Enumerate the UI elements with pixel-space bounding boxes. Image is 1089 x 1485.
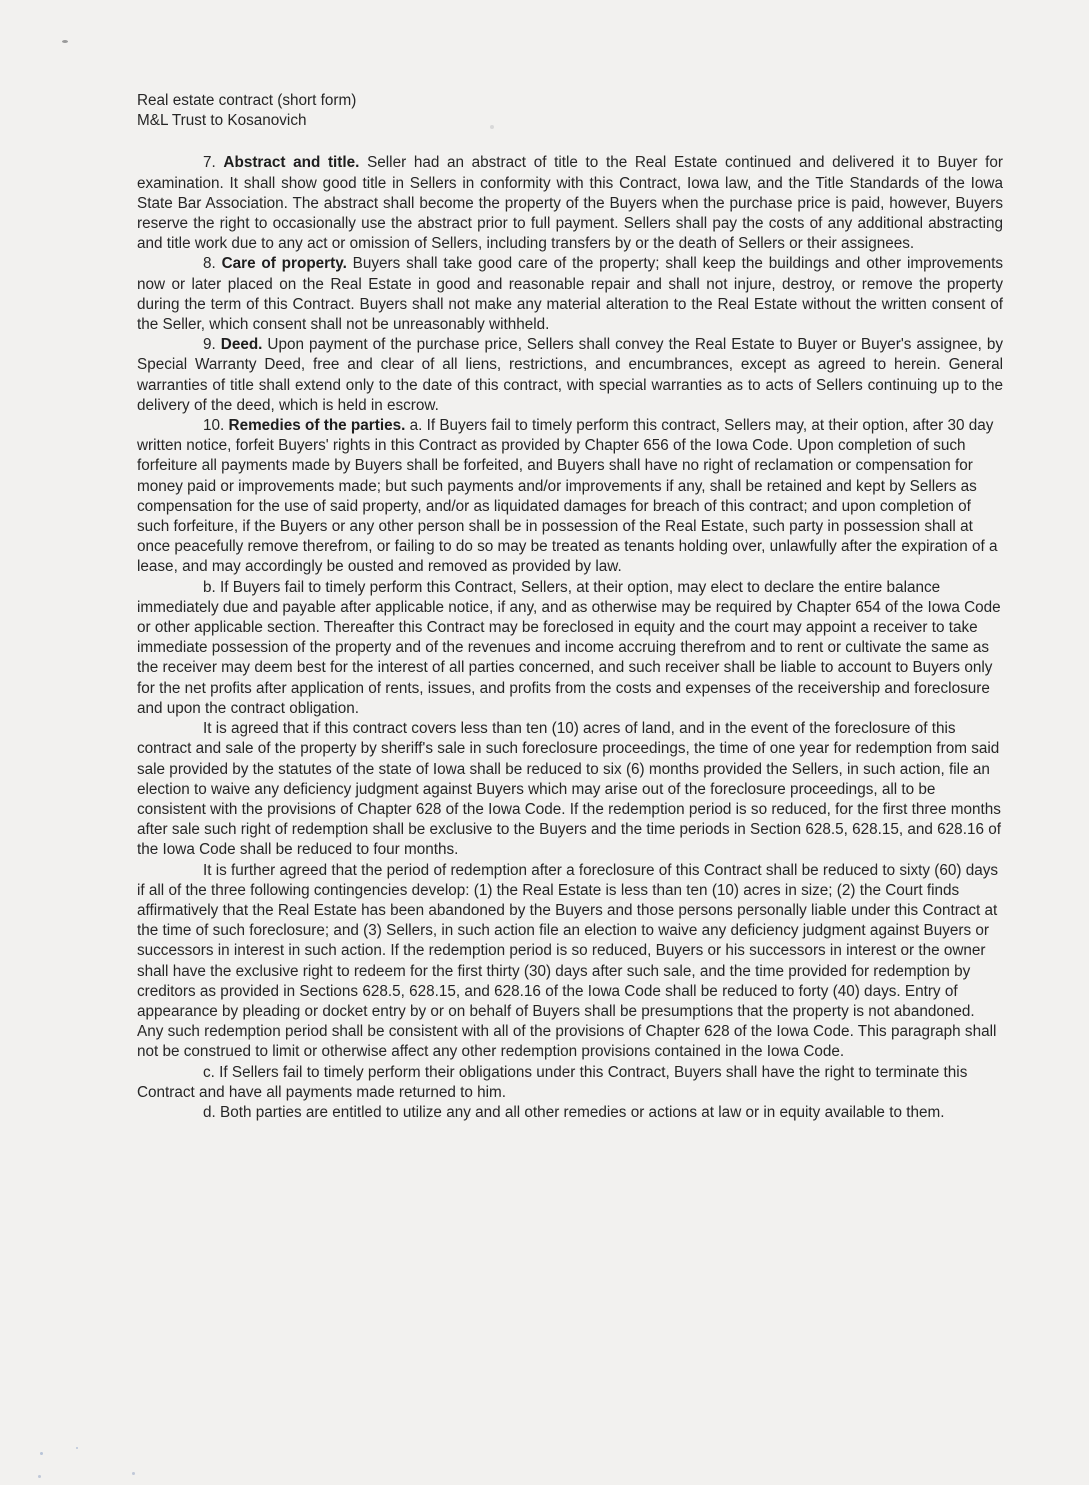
section-number: 8. [203,255,216,273]
section-9-deed [137,335,1003,416]
section-number: 7. [203,154,216,172]
scan-speck [62,40,68,43]
section-body: a. If Buyers fail to timely perform this contract, Sellers may, at their option, after 30 day written notice, forfeit Buyers' rights in this Contract as provided by Chapter 656 of the Iowa Code. Upon completion of such forfeiture all payments made by Buyers shall be forfeited, and Buyers shall have no right of reclamation or compensation for money paid or improvements made; but such payments and/or improvements if any, shall be retained and kept by Sellers as compensation for the use of said property, and/or as liquidated damages for breach of this contract; and upon completion of such forfeiture, if the Buyers or any other person shall be in possession of the Real Estate, such party in possession shall at once peacefully remove therefrom, or failing to do so may be treated as tenants holding over, unlawfully after the expiration of a lease, and may accordingly be ousted and removed as provided by law. [137,417,998,576]
contract-text [137,91,1003,1123]
section-7-abstract-and-title [137,153,1003,254]
section-10-remedies-c: c. If Sellers fail to timely perform their obligations under this Contract, Buyers shall have the right to terminate this Contract and have all payments made returned to him. [137,1063,968,1101]
section-body: Upon payment of the purchase price, Sellers shall convey the Real Estate to Buyer or Buyer's assignee, by Special Warranty Deed, free and clear of all liens, restrictions, and encumbrances, except as agreed to herein. General warranties of title shall extend only to the date of this contract, with special warranties as to acts of Sellers continuing up to the delivery of the deed, which is held in escrow. [137,336,1004,414]
section-title: Deed. [220,336,263,354]
section-title: Abstract and title. [223,154,360,172]
section-10-remedies-b: b. If Buyers fail to timely perform this Contract, Sellers, at their option, may elect to declare the entire balance immediately due and payable after applicable notice, if any, and as otherwise may be required by Chapter 654 of the Iowa Code or other applicable section. Thereafter this Contract may be foreclosed in equity and the court may appoint a receiver to take immediate possession of the property and of the revenues and income accruing therefrom and to rent or cultivate the same as the receiver may deem best for the interest of all parties concerned, and such receiver shall be liable to account to Buyers only for the net profits after application of rents, issues, and profits from the costs and expenses of the receivership and foreclosure and upon the contract obligation. [137,578,1001,717]
section-title: Remedies of the parties. [228,417,406,435]
scan-speck [40,1452,43,1455]
section-10-redemption-sixty-days: It is further agreed that the period of redemption after a foreclosure of this Contract shall be reduced to sixty (60) days if all of the three following contingencies develop: (1) the Real Estate is less than ten (10) acres in size; (2) the Court finds affirmatively that the Real Estate has been abandoned by the Buyers and those persons personally liable under this Contract at the time of such foreclosure; and (3) Sellers, in such action file an election to waive any deficiency judgment against Buyers or successors in interest in such action. If the redemption period is so reduced, Buyers or his successors in interest or the owner shall have the exclusive right to redeem for the first thirty (30) days after such sale, and the time provided for redemption by creditors as provided in Sections 628.5, 628.15, and 628.16 of the Iowa Code shall be reduced to forty (40) days. Entry of appearance by pleading or docket entry by or on behalf of Buyers shall be presumptions that the property is not abandoned. Any such redemption period shall be consistent with all of the provisions of Chapter 628 of the Iowa Code. This paragraph shall not be construed to limit or otherwise affect any other redemption provisions contained in the Iowa Code. [137,861,999,1061]
scan-speck [132,1472,135,1475]
document-parties: M&L Trust to Kosanovich [137,112,307,130]
section-number: 10. [203,417,225,435]
scan-speck [38,1475,41,1478]
section-body: Buyers shall take good care of the property; shall keep the buildings and other improvements now or later placed on the Real Estate in good and reasonable repair and shall not injure, destroy, or remove the property during the term of this Contract. Buyers shall not make any material alteration to the Real Estate without the written consent of the Seller, which consent shall not be unreasonably withheld. [137,255,1004,334]
scan-speck [76,1447,78,1449]
section-10-redemption-six-months: It is agreed that if this contract covers less than ten (10) acres of land, and in the event of the foreclosure of this contract and sale of the property by sheriff's sale in such foreclosure proceedings, the time of one year for redemption from said sale provided by the statutes of the state of Iowa shall be reduced to six (6) months provided the Sellers, in such action, file an election to waive any deficiency judgment against Buyers which may arise out of the foreclosure proceedings, all to be consistent with the provisions of Chapter 628 of the Iowa Code. If the redemption period is so reduced, for the first three months after sale such right of redemption shall be exclusive to the Buyers and the time periods in Section 628.5, 628.15, and 628.16 of the Iowa Code shall be reduced to four months. [137,720,1001,859]
document-title: Real estate contract (short form) [137,92,357,109]
section-number: 9. [203,336,216,354]
section-10-remedies-d: d. Both parties are entitled to utilize any and all other remedies or actions at law or in equity available to them. [203,1103,945,1121]
document-header [137,91,1003,131]
section-8-care-of-property [137,254,1003,335]
section-title: Care of property. [221,255,347,273]
section-10-remedies-a [137,416,1003,578]
section-body: Seller had an abstract of title to the Real Estate continued and delivered it to Buyer for examination. It shall show good title in Sellers in conformity with this Contract, Iowa law, and the Title Standards of the Iowa State Bar Association. The abstract shall become the property of the Buyers when the purchase price is paid, however, Buyers reserve the right to occasionally use the abstract prior to full payment. Sellers shall pay the costs of any additional abstracting and title work due to any act or omission of Sellers, including transfers by or the death of Sellers or their assignees. [137,154,1004,253]
